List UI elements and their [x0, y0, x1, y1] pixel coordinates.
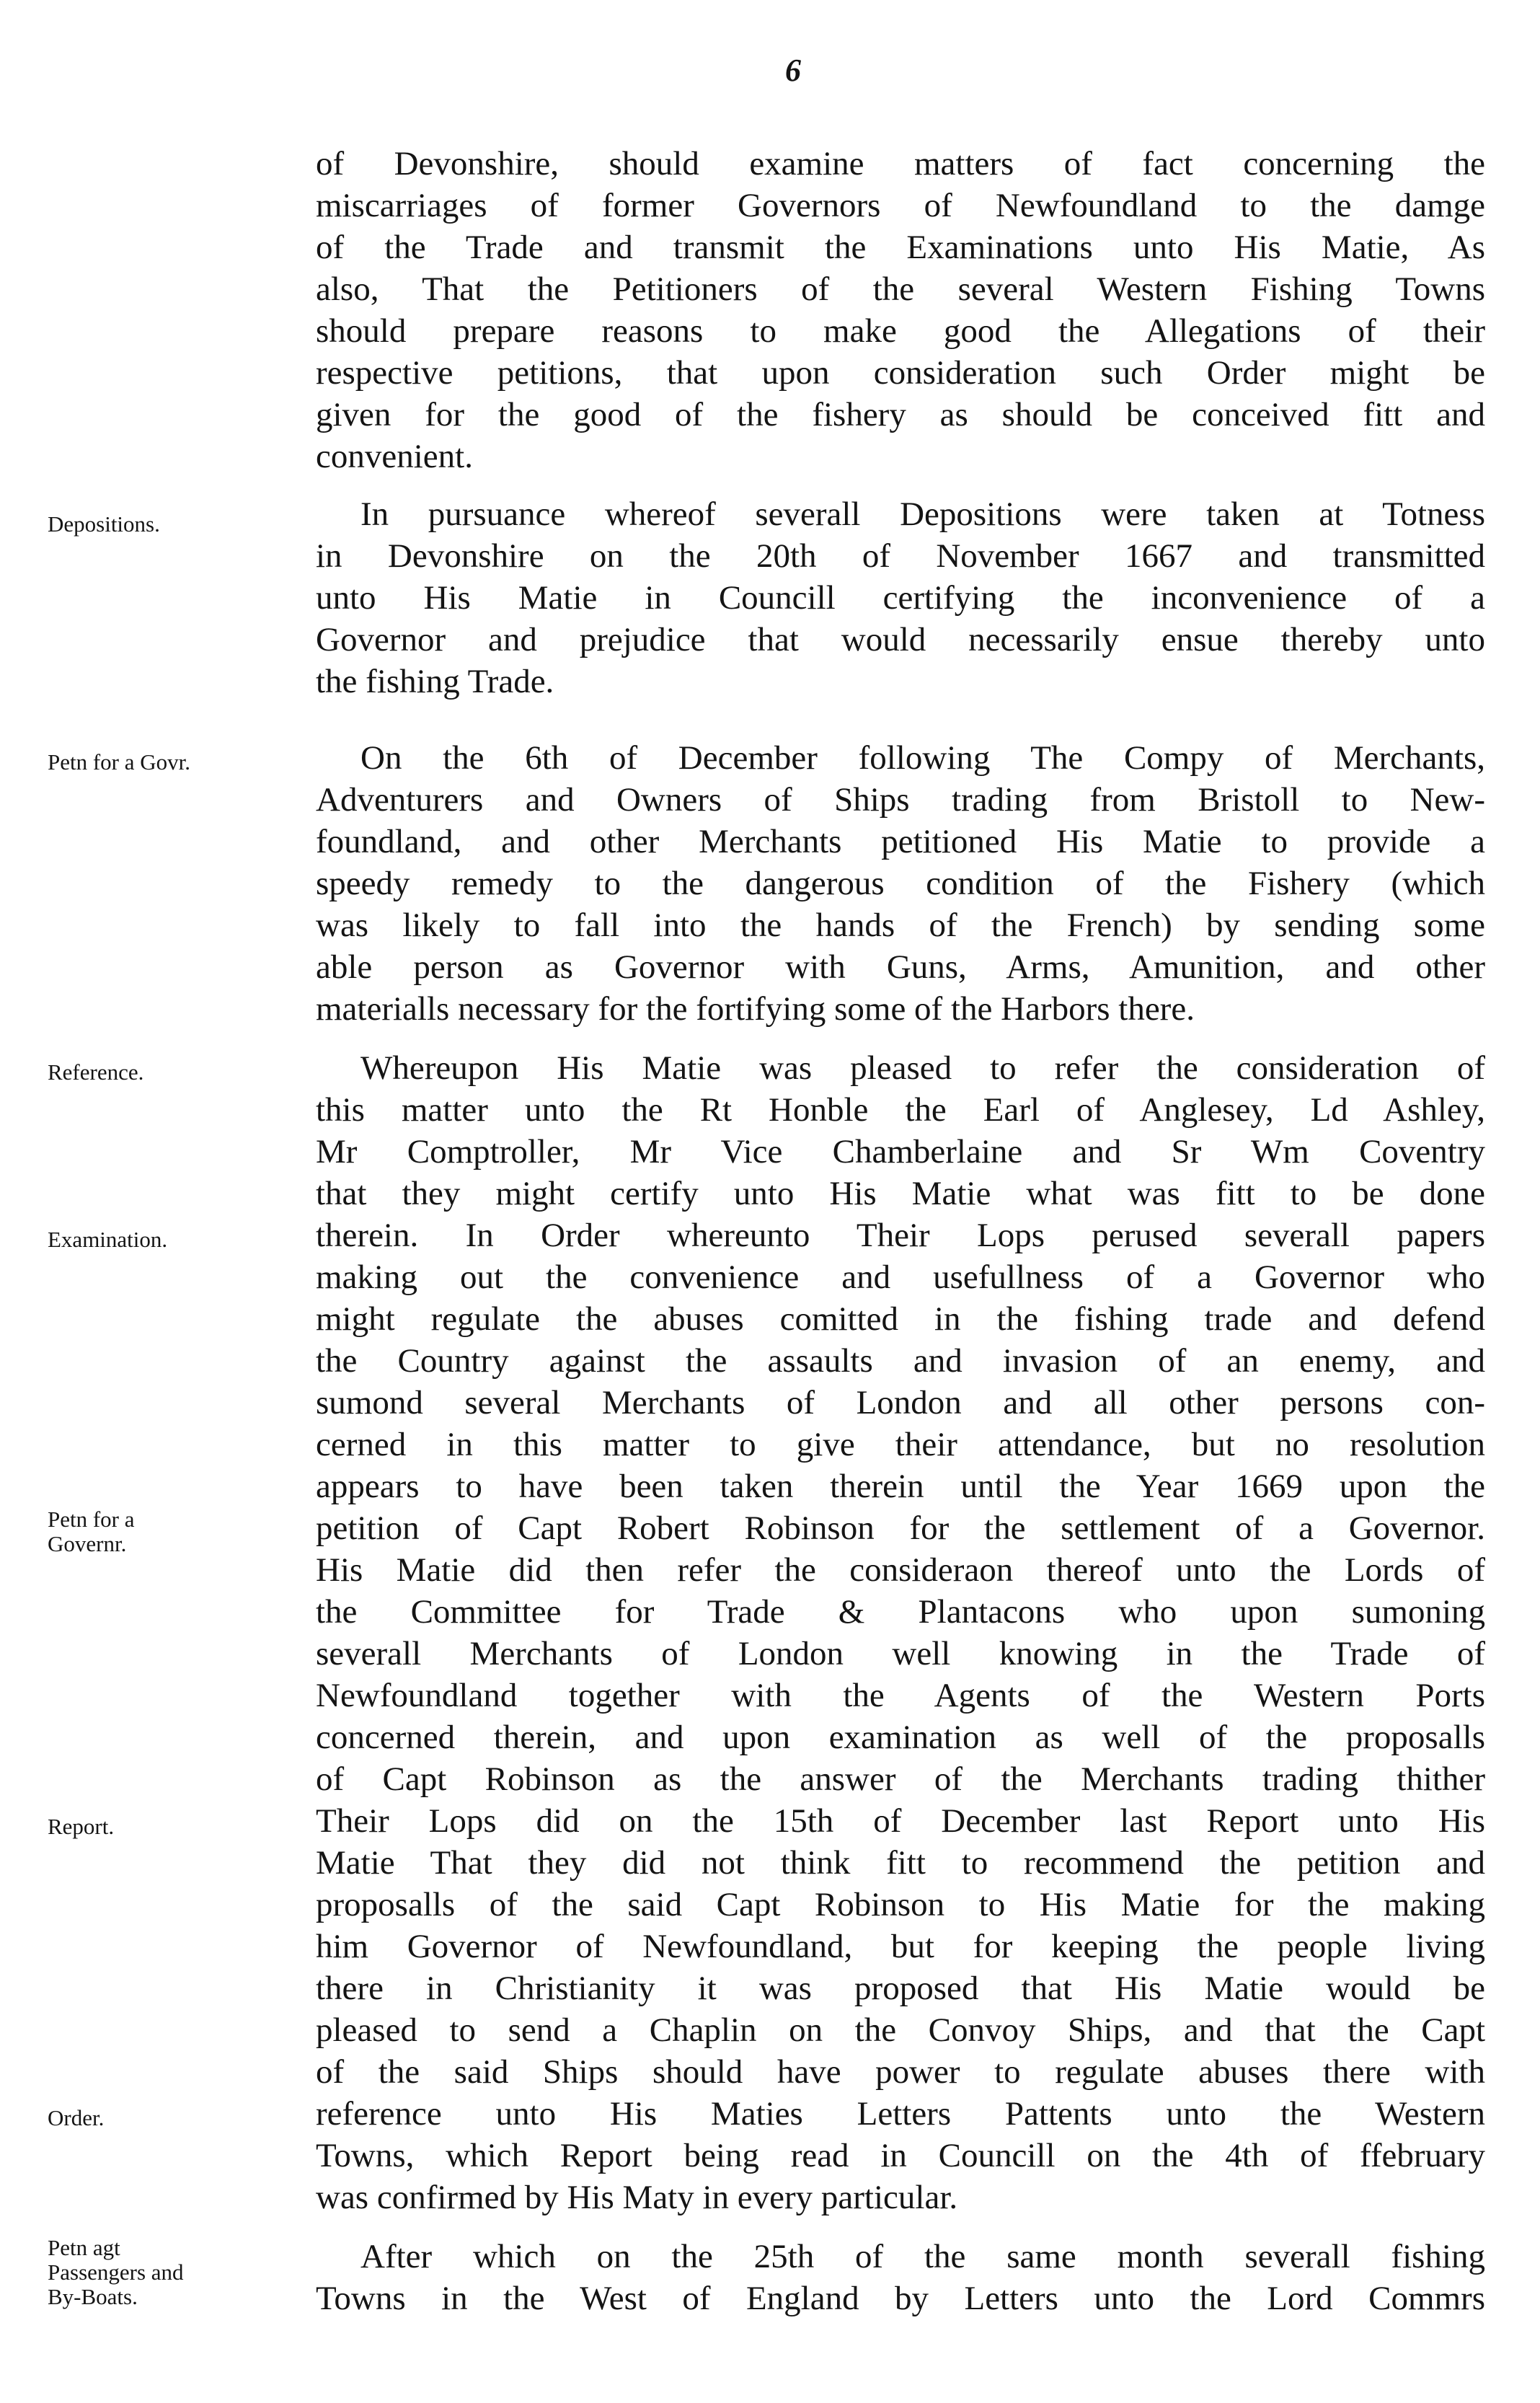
- body-line: of the Trade and transmit the Examinations unto His Matie, As: [316, 229, 1485, 266]
- body-line: also, That the Petitioners of the several Western Fishing Towns: [316, 270, 1485, 308]
- body-line: therein. In Order whereunto Their Lops perused severall papers: [316, 1217, 1485, 1254]
- margin-note-depositions: Depositions.: [48, 511, 160, 537]
- body-line: Their Lops did on the 15th of December last Report unto His: [316, 1802, 1485, 1840]
- body-line: pleased to send a Chaplin on the Convoy Ships, and that the Capt: [316, 2011, 1485, 2049]
- body-line: was likely to fall into the hands of the French) by sending some: [316, 907, 1485, 944]
- body-line: the Committee for Trade & Plantacons who upon sumoning: [316, 1593, 1485, 1631]
- body-line: convenient.: [316, 438, 473, 475]
- body-line: of Devonshire, should examine matters of fact concerning the: [316, 145, 1485, 182]
- body-line: concerned therein, and upon examination as well of the proposalls: [316, 1719, 1485, 1756]
- margin-note-petition-governor-2: Petn for a Governr.: [48, 1507, 135, 1556]
- body-line: Governor and prejudice that would necessarily ensue thereby unto: [316, 621, 1485, 658]
- body-line: Whereupon His Matie was pleased to refer the consideration of: [360, 1049, 1485, 1087]
- body-line: Towns, which Report being read in Councill on the 4th of ffebruary: [316, 2137, 1485, 2174]
- body-line: Adventurers and Owners of Ships trading from Bristoll to New-: [316, 781, 1485, 819]
- body-line: was confirmed by His Maty in every particular.: [316, 2179, 958, 2216]
- body-line: respective petitions, that upon consideration such Order might be: [316, 354, 1485, 392]
- body-line: there in Christianity it was proposed that His Matie would be: [316, 1970, 1485, 2007]
- body-line: speedy remedy to the dangerous condition of the Fishery (which: [316, 865, 1485, 902]
- body-line: might regulate the abuses comitted in the fishing trade and defend: [316, 1300, 1485, 1338]
- margin-note-order: Order.: [48, 2105, 105, 2130]
- body-line: the Country against the assaults and invasion of an enemy, and: [316, 1342, 1485, 1380]
- body-line: the fishing Trade.: [316, 663, 554, 700]
- margin-note-reference: Reference.: [48, 1059, 144, 1085]
- body-line: unto His Matie in Councill certifying the inconvenience of a: [316, 579, 1485, 617]
- body-line: making out the convenience and usefullness of a Governor who: [316, 1258, 1485, 1296]
- body-line: Towns in the West of England by Letters unto the Lord Commrs: [316, 2280, 1485, 2317]
- body-line: On the 6th of December following The Compy of Merchants,: [360, 739, 1485, 777]
- margin-note-report: Report.: [48, 1814, 115, 1839]
- body-line: should prepare reasons to make good the Allegations of their: [316, 312, 1485, 350]
- page-number: 6: [785, 53, 801, 88]
- body-line: sumond several Merchants of London and all other persons con-: [316, 1384, 1485, 1421]
- margin-note-petition-passengers: Petn agt Passengers and By-Boats.: [48, 2235, 184, 2309]
- body-line: cerned in this matter to give their attendance, but no resolution: [316, 1426, 1485, 1463]
- body-line: in Devonshire on the 20th of November 1667 and transmitted: [316, 537, 1485, 575]
- body-line: that they might certify unto His Matie what was fitt to be done: [316, 1175, 1485, 1212]
- body-line: foundland, and other Merchants petitioned His Matie to provide a: [316, 823, 1485, 860]
- body-line: able person as Governor with Guns, Arms, Amunition, and other: [316, 948, 1485, 986]
- margin-note-petition-governor: Petn for a Govr.: [48, 749, 191, 775]
- body-line: severall Merchants of London well knowing in the Trade of: [316, 1635, 1485, 1672]
- body-line: this matter unto the Rt Honble the Earl of Anglesey, Ld Ashley,: [316, 1091, 1485, 1129]
- body-line: Newfoundland together with the Agents of the Western Ports: [316, 1677, 1485, 1714]
- body-line: of Capt Robinson as the answer of the Merchants trading thither: [316, 1760, 1485, 1798]
- body-line: Matie That they did not think fitt to recommend the petition and: [316, 1844, 1485, 1882]
- body-line: appears to have been taken therein until the Year 1669 upon the: [316, 1468, 1485, 1505]
- body-line: His Matie did then refer the consideraon thereof unto the Lords of: [316, 1551, 1485, 1589]
- body-line: miscarriages of former Governors of Newfoundland to the damge: [316, 187, 1485, 224]
- body-line: materialls necessary for the fortifying some of the Harbors there.: [316, 990, 1195, 1028]
- body-line: In pursuance whereof severall Depositions were taken at Totness: [360, 495, 1485, 533]
- body-line: Mr Comptroller, Mr Vice Chamberlaine and Sr Wm Coventry: [316, 1133, 1485, 1170]
- body-line: petition of Capt Robert Robinson for the settlement of a Governor.: [316, 1509, 1485, 1547]
- body-line: given for the good of the fishery as should be conceived fitt and: [316, 396, 1485, 433]
- body-line: reference unto His Maties Letters Pattents unto the Western: [316, 2095, 1485, 2133]
- body-line: of the said Ships should have power to regulate abuses there with: [316, 2053, 1485, 2091]
- body-line: him Governor of Newfoundland, but for keeping the people living: [316, 1928, 1485, 1965]
- body-line: proposalls of the said Capt Robinson to His Matie for the making: [316, 1886, 1485, 1923]
- margin-note-examination: Examination.: [48, 1227, 168, 1252]
- body-line: After which on the 25th of the same month severall fishing: [360, 2238, 1485, 2275]
